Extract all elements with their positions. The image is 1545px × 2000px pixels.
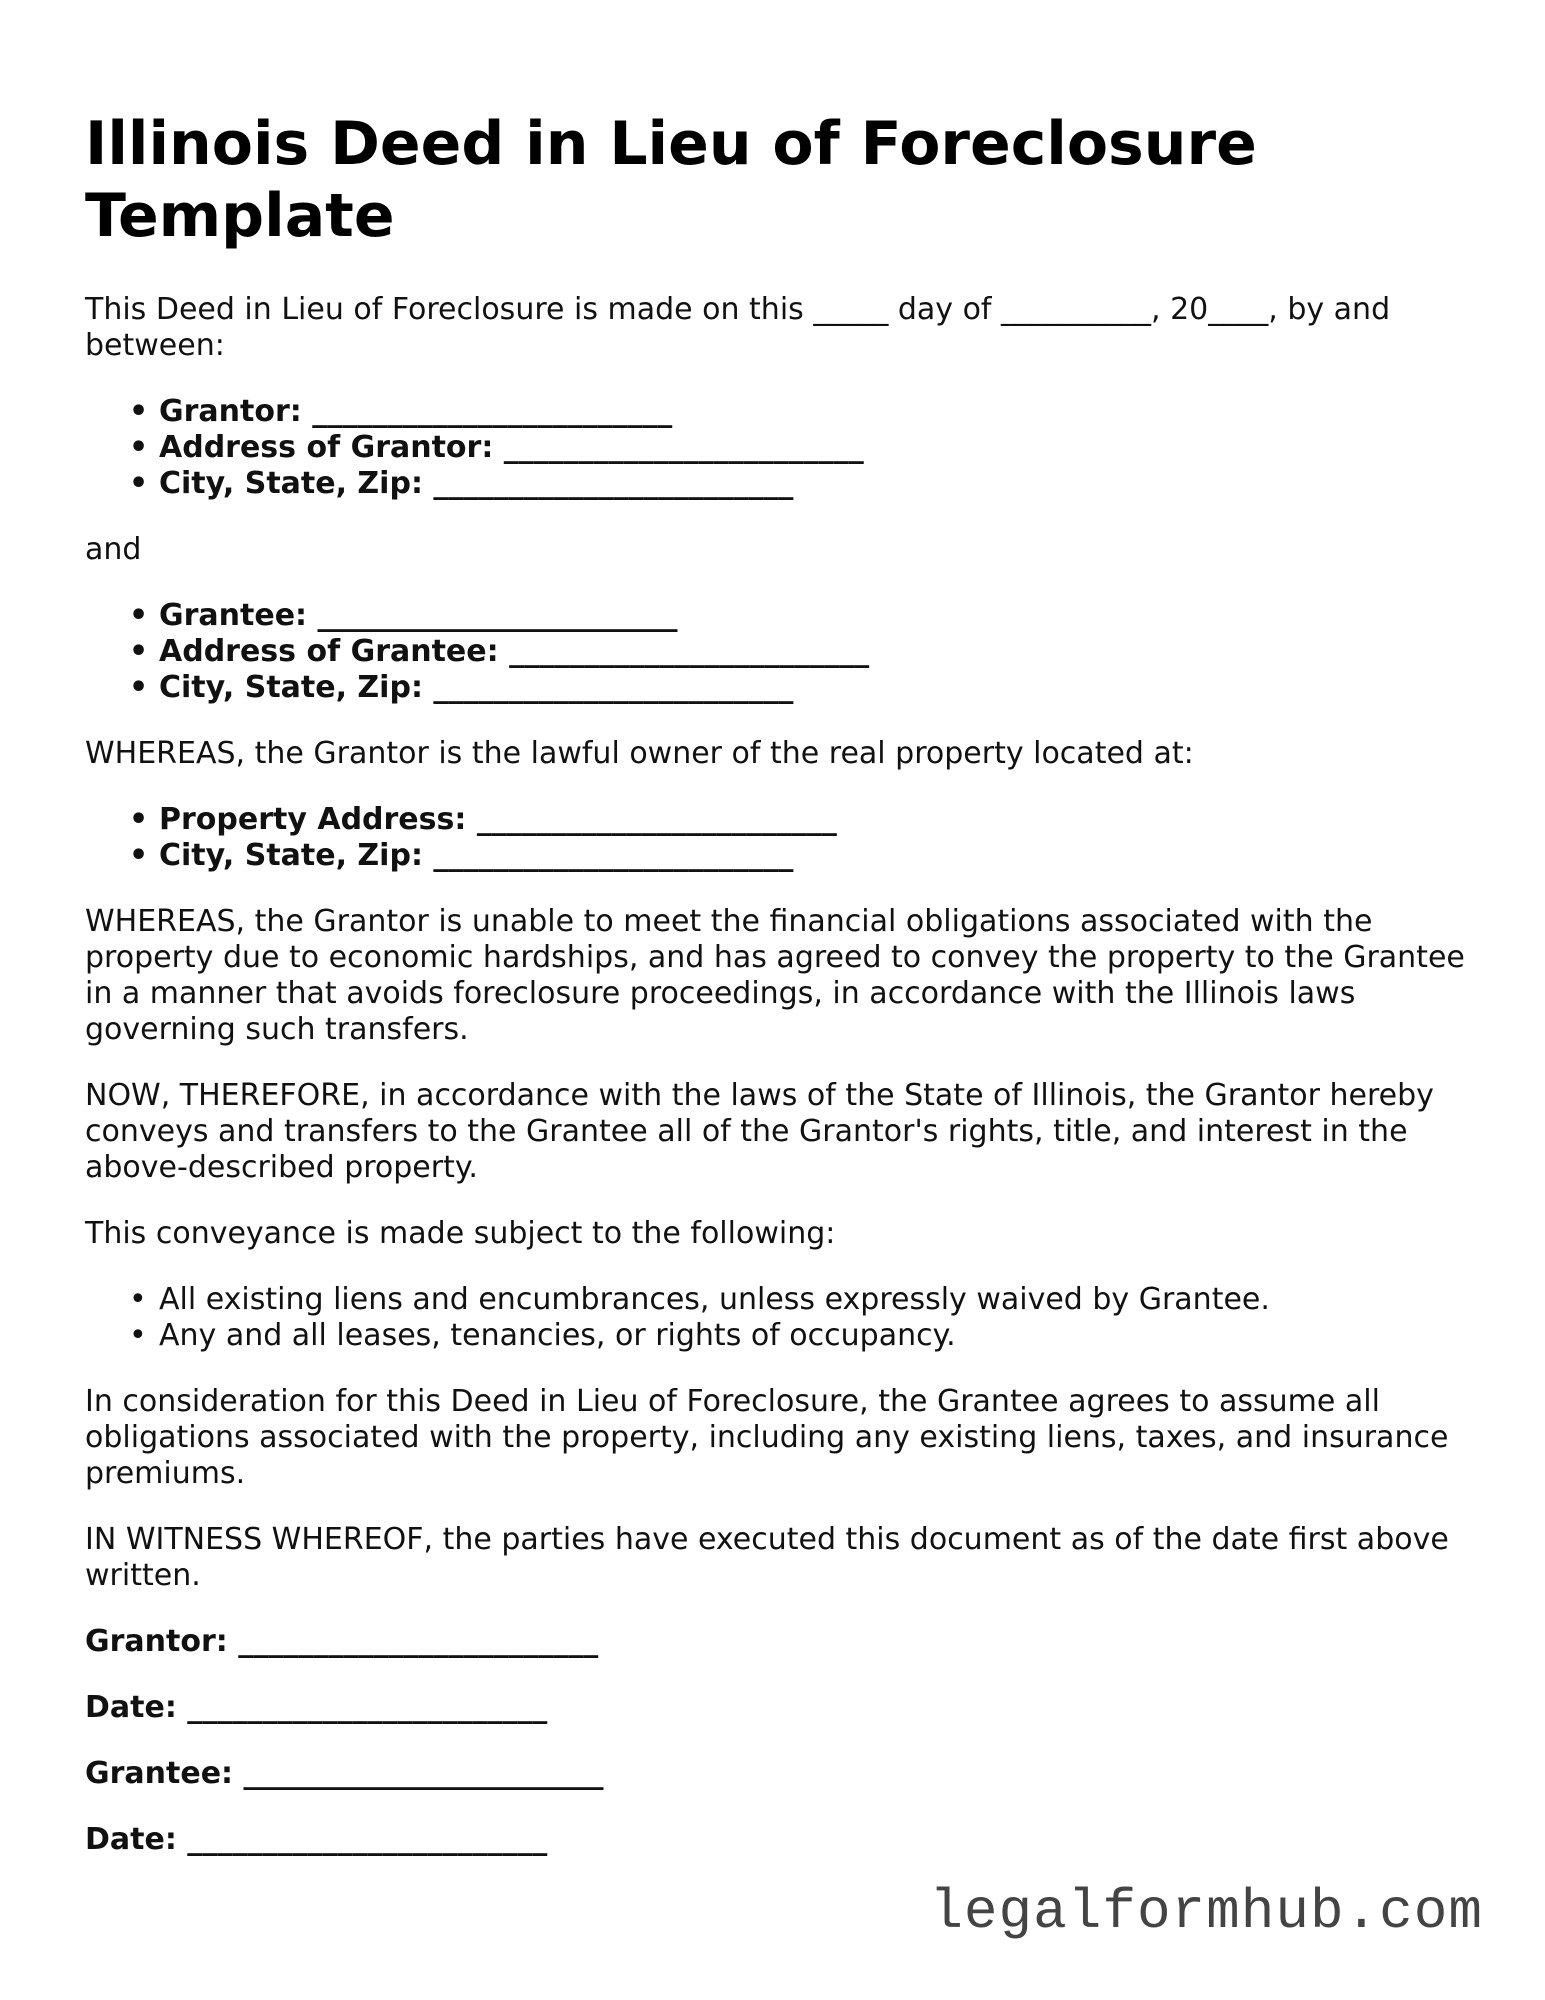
- field-blank: ________________________: [509, 634, 870, 669]
- signature-blank: ________________________: [243, 1756, 604, 1791]
- signature-blank: ________________________: [187, 1690, 548, 1725]
- field-label: City, State, Zip:: [159, 838, 423, 873]
- signature-label: Grantor:: [85, 1624, 228, 1659]
- field-blank: ________________________: [503, 430, 864, 465]
- field-label: City, State, Zip:: [159, 670, 423, 705]
- intro-paragraph: This Deed in Lieu of Foreclosure is made on this _____ day of __________, 20____, by and between:: [85, 292, 1391, 363]
- field-label: Address of Grantor:: [159, 430, 494, 465]
- grantor-field-list: [85, 394, 1465, 502]
- field-blank: ________________________: [317, 598, 678, 633]
- document-title: Illinois Deed in Lieu of Foreclosure Template: [85, 109, 1257, 251]
- now-therefore-paragraph: NOW, THEREFORE, in accordance with the laws of the State of Illinois, the Grantor hereby conveys and transfers to the Grantee all of the Grantor's rights, title, and interest in the above-described property.: [85, 1078, 1434, 1185]
- list-item: [159, 394, 1465, 430]
- field-label: Property Address:: [159, 802, 467, 837]
- list-item: • All existing liens and encumbrances, unless expressly waived by Grantee.: [159, 1282, 1465, 1318]
- signature-line-grantor-date: [85, 1690, 1465, 1726]
- whereas-unable-paragraph: WHEREAS, the Grantor is unable to meet the financial obligations associated with the property due to economic hardships, and has agreed to convey the property to the Grantee in a manner that avoids foreclosure proceedings, in accordance with the Illinois laws governing such transfers.: [85, 904, 1465, 1047]
- signature-line-grantee-date: [85, 1822, 1465, 1858]
- field-label: City, State, Zip:: [159, 466, 423, 501]
- list-item: • Any and all leases, tenancies, or rights of occupancy.: [159, 1318, 1465, 1354]
- field-blank: ________________________: [312, 394, 673, 429]
- field-blank: ________________________: [476, 802, 837, 837]
- list-item: [159, 466, 1465, 502]
- signature-blank: ________________________: [238, 1624, 599, 1659]
- field-label: Grantee:: [159, 598, 308, 633]
- list-item: [159, 430, 1465, 466]
- signature-label: Date:: [85, 1690, 177, 1725]
- subject-intro-paragraph: This conveyance is made subject to the following:: [85, 1216, 836, 1251]
- signature-label: Grantee:: [85, 1756, 234, 1791]
- signature-label: Date:: [85, 1822, 177, 1857]
- document-page: [85, 108, 1465, 1858]
- list-item: [159, 634, 1465, 670]
- list-item: [159, 838, 1465, 874]
- field-label: Grantor:: [159, 394, 302, 429]
- consideration-paragraph: In consideration for this Deed in Lieu of Foreclosure, the Grantee agrees to assume all obligations associated with the property, including any existing liens, taxes, and insurance premiums.: [85, 1384, 1449, 1491]
- field-label: Address of Grantee:: [159, 634, 499, 669]
- signature-blank: ________________________: [187, 1822, 548, 1857]
- witness-paragraph: IN WITNESS WHEREOF, the parties have executed this document as of the date first above written.: [85, 1522, 1449, 1593]
- property-field-list: [85, 802, 1465, 874]
- field-blank: ________________________: [433, 466, 794, 501]
- list-item: [159, 802, 1465, 838]
- watermark-logo: legalformhub.com: [929, 1880, 1483, 1944]
- grantee-field-list: [85, 598, 1465, 706]
- signature-line-grantee: [85, 1756, 1465, 1792]
- list-item: [159, 670, 1465, 706]
- signature-line-grantor: [85, 1624, 1465, 1660]
- field-blank: ________________________: [433, 838, 794, 873]
- whereas-owner-paragraph: WHEREAS, the Grantor is the lawful owner of the real property located at:: [85, 736, 1194, 771]
- and-text: and: [85, 532, 142, 567]
- field-blank: ________________________: [433, 670, 794, 705]
- subject-item-list: [85, 1282, 1465, 1354]
- list-item: [159, 598, 1465, 634]
